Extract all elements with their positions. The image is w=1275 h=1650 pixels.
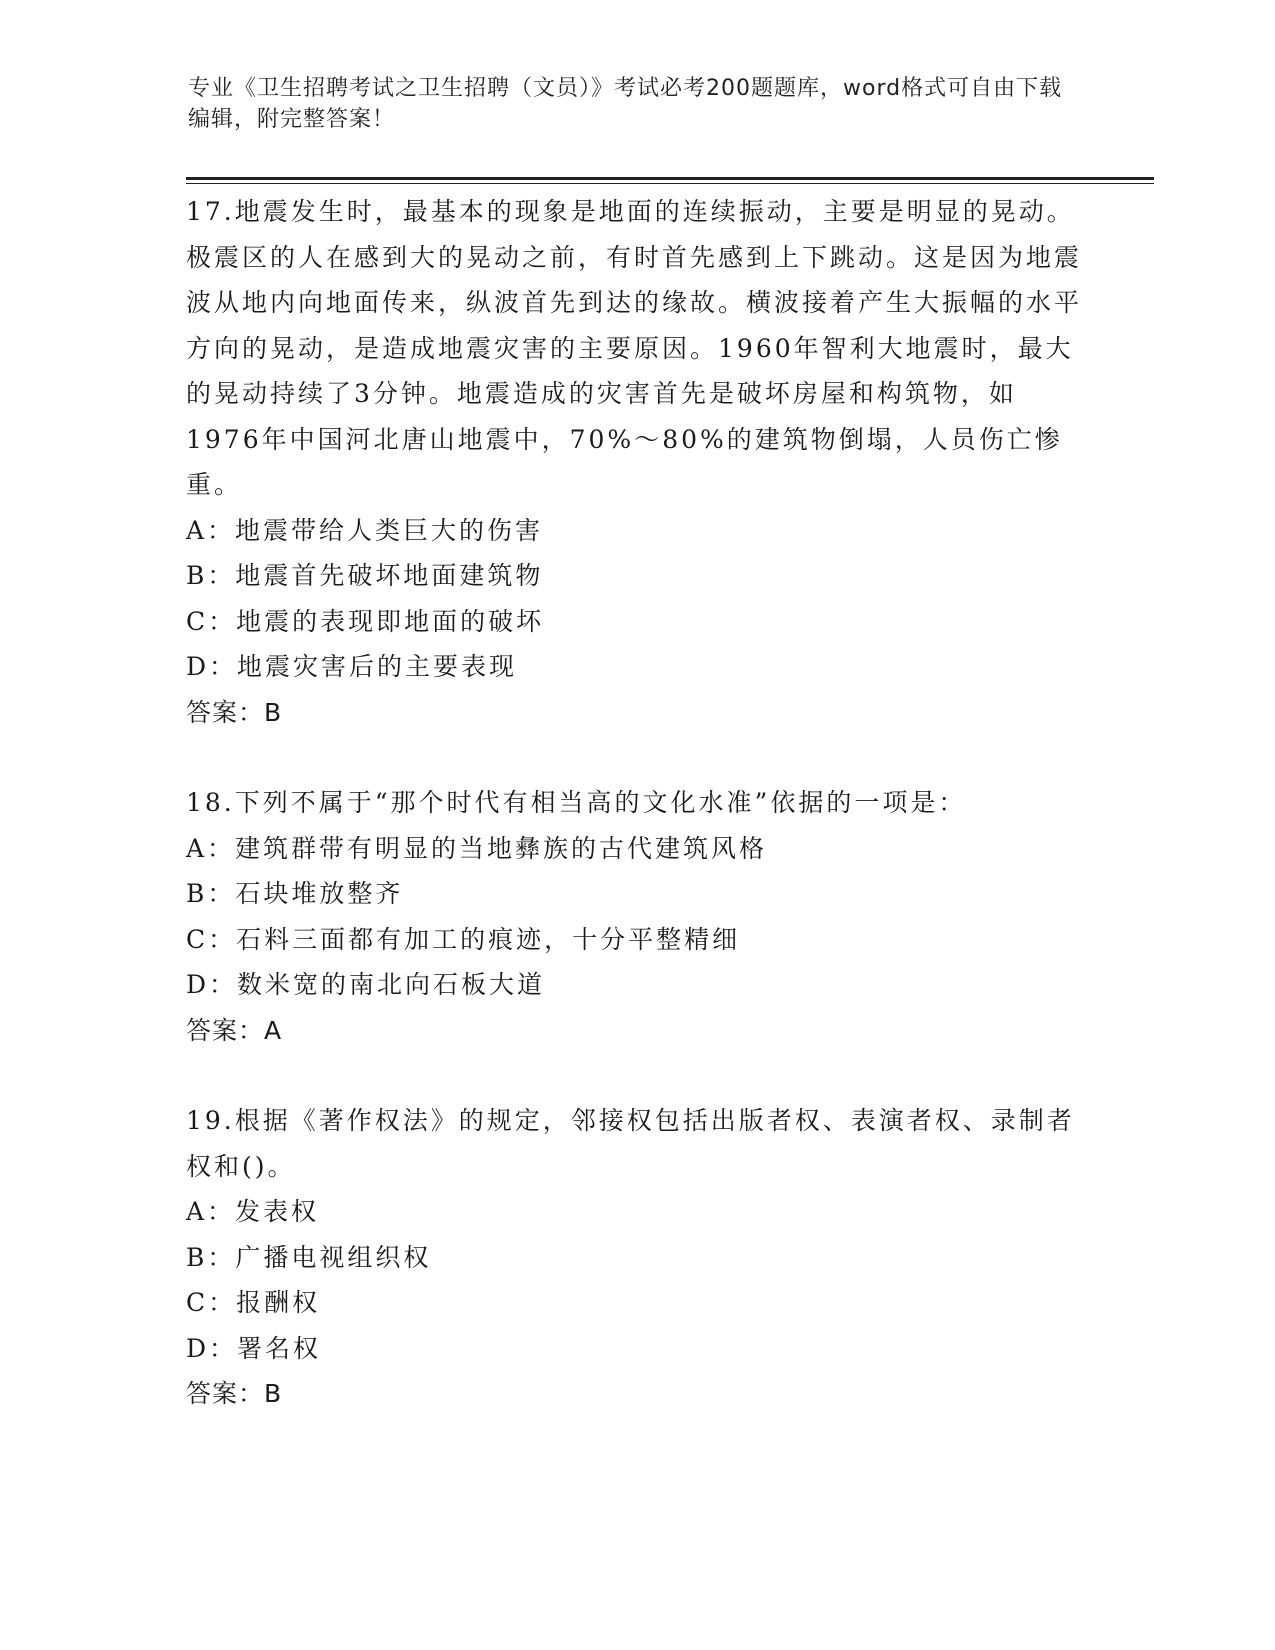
option-d: D：署名权: [186, 1333, 322, 1363]
option-c: C：地震的表现即地面的破坏: [186, 606, 545, 636]
answer-label: 答案：B: [186, 697, 283, 727]
answer-label: 答案：B: [186, 1379, 283, 1408]
question-18: [186, 780, 1086, 1053]
header-rule-thin: [186, 183, 1154, 184]
option-b: B：地震首先破坏地面建筑物: [186, 561, 544, 590]
question-stem: 19.根据《著作权法》的规定，邻接权包括出版者权、表演者权、录制者权和()。: [186, 1106, 1075, 1181]
question-19: [186, 1098, 1086, 1417]
header-rule-thick: [186, 177, 1154, 180]
option-a: A：建筑群带有明显的当地彝族的古代建筑风格: [186, 833, 768, 863]
question-stem: 17.地震发生时，最基本的现象是地面的连续振动，主要是明显的晃动。极震区的人在感到大的晃动之前，有时首先感到上下跳动。这是因为地震波从地内向地面传来，纵波首先到达的缘故。横波接着产生大振幅的水平方向的晃动，是造成地震灾害的主要原因。1960年智利大地震时，最大的晃动持续了3分钟。地震造成的灾害首先是破坏房屋和构筑物，如1976年中国河北唐山地震中，70%～80%的建筑物倒塌，人员伤亡惨重。: [186, 197, 1083, 499]
option-b: B：石块堆放整齐: [186, 879, 404, 908]
question-17: [186, 189, 1086, 735]
option-b: B：广播电视组织权: [186, 1242, 432, 1272]
question-stem: 18.下列不属于“那个时代有相当高的文化水准”依据的一项是：: [186, 788, 967, 817]
option-d: D：地震灾害后的主要表现: [186, 652, 518, 681]
option-c: C：石料三面都有加工的痕迹，十分平整精细: [186, 924, 741, 954]
option-c: C：报酬权: [186, 1288, 321, 1317]
option-d: D：数米宽的南北向石板大道: [186, 970, 546, 999]
document-header: 专业《卫生招聘考试之卫生招聘（文员）》考试必考200题题库，word格式可自由下载编辑，附完整答案！: [188, 76, 1063, 132]
question-list: [186, 189, 1086, 1462]
answer-label: 答案：A: [186, 1015, 283, 1045]
option-a: A：地震带给人类巨大的伤害: [186, 515, 544, 545]
option-a: A：发表权: [186, 1197, 320, 1226]
